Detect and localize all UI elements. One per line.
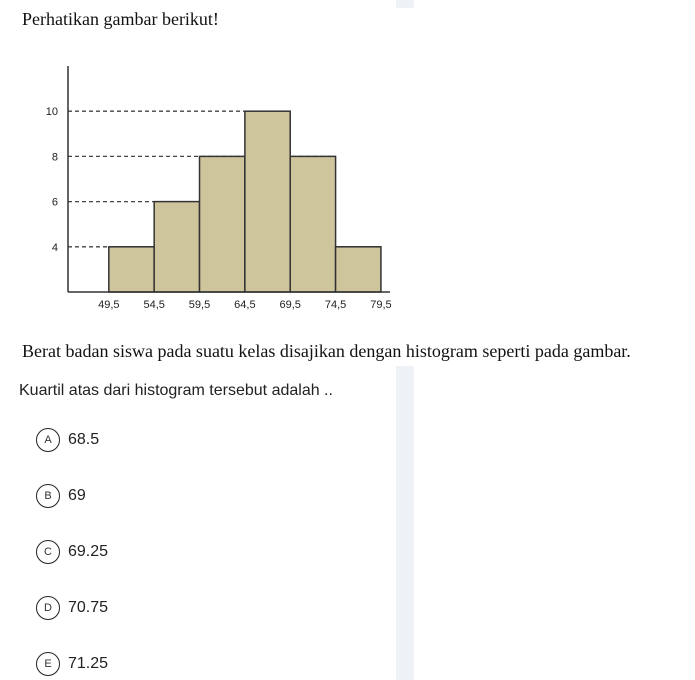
y-tick-label: 4 [51,241,58,254]
option-e-text: 71.25 [68,655,109,672]
histogram-bar [200,156,245,292]
histogram-bar [290,156,335,292]
x-tick-labels [98,299,392,311]
option-b-badge: B [36,484,60,508]
x-tick-label: 69,5 [279,299,301,311]
chart-caption: Berat badan siswa pada suatu kelas disajikan dengan histogram seperti pada gambar. [22,341,631,361]
x-tick-label: 79,5 [370,299,392,311]
y-tick-label: 6 [51,196,58,209]
option-d-badge: D [36,596,60,620]
x-tick-label: 54,5 [143,299,165,311]
x-tick-label: 74,5 [324,299,347,311]
question-heading: Perhatikan gambar berikut! [22,9,219,29]
histogram-bar [245,111,290,292]
option-a[interactable] [36,428,99,452]
option-d-text: 70.75 [68,599,109,616]
histogram-bar [154,202,199,292]
option-c-text: 69.25 [68,543,109,560]
histogram-bar [109,247,154,292]
y-tick-label: 8 [51,151,58,164]
y-tick-label: 10 [45,106,58,119]
option-a-badge: A [36,428,60,452]
histogram-chart [0,0,400,330]
x-tick-label: 64,5 [234,299,256,311]
histogram-bar [336,247,381,292]
x-tick-label: 59,5 [188,299,211,311]
option-b-text: 69 [68,487,86,504]
option-e-badge: E [36,652,60,676]
histogram-bars [109,111,381,292]
option-b[interactable] [36,484,86,508]
side-panel-strip [396,366,414,680]
question-text: Kuartil atas dari histogram tersebut adalah .. [19,382,333,399]
option-c-badge: C [36,540,60,564]
y-tick-labels [46,106,58,254]
option-d[interactable] [36,596,108,620]
x-tick-label: 49,5 [98,299,120,311]
option-c[interactable] [36,540,108,564]
option-e[interactable] [36,652,108,676]
option-a-text: 68.5 [68,431,100,448]
